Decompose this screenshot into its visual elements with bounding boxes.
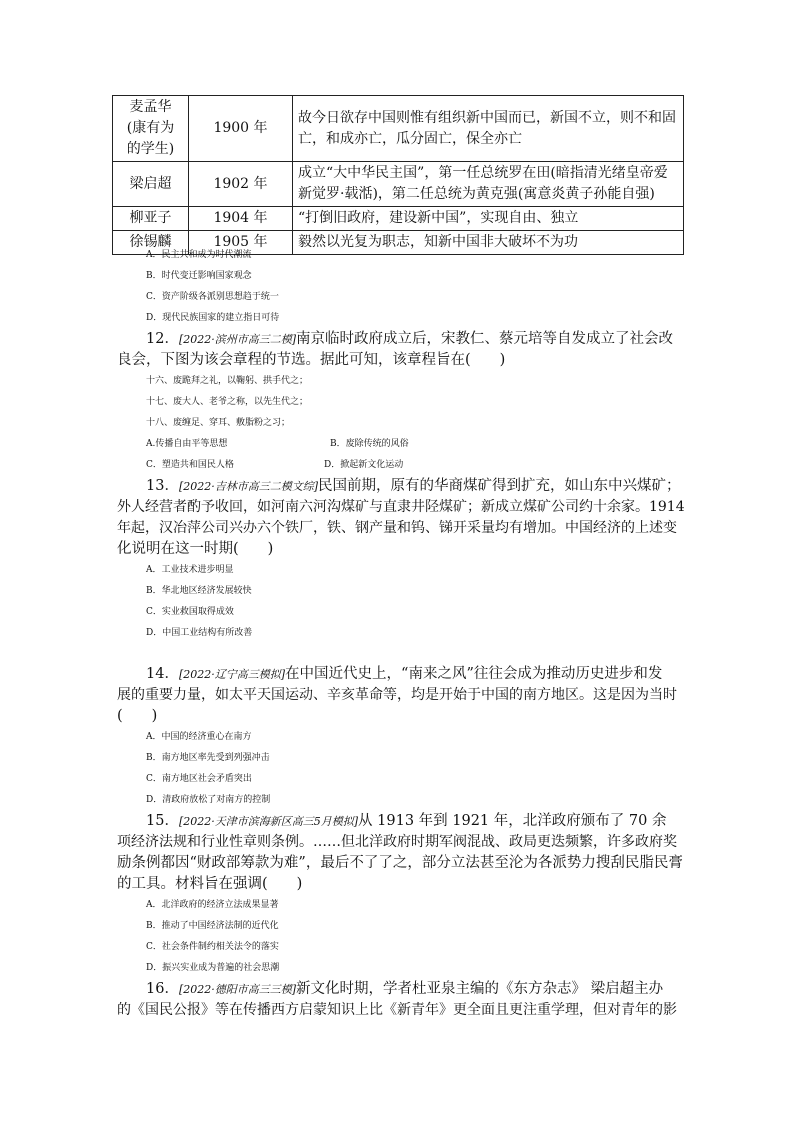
q15-stem-cont: 项经济法规和行业性章则条例。……但北洋政府时期军阀混战、政局更迭频繁，许多政府奖 (117, 834, 677, 850)
q14-stem-cont: ( ) (117, 708, 158, 724)
q12-option-c: C．塑造共和国民人格 (146, 460, 234, 470)
q13-stem (146, 476, 686, 497)
q12-option-b: B．废除传统的风俗 (330, 439, 409, 449)
q13-stem-cont: 外人经营者酌予收回，如河南六河沟煤矿与直隶井陉煤矿；新成立煤矿公司约十余家。1914 (117, 499, 685, 515)
q12-option-a: A.传播自由平等思想 (146, 439, 228, 449)
question-text: 从 1913 年到 1921 年，北洋政府颁布了 70 余 (358, 813, 667, 829)
q15-option-b: B．推动了中国经济法制的近代化 (146, 921, 279, 931)
q15-stem (146, 811, 686, 832)
question-source: [2022·吉林市高三二模文综] (178, 480, 319, 493)
q12-stem (146, 329, 686, 350)
q13-option-a: A．工业技术进步明显 (146, 565, 234, 575)
quote-cell: 故今日欲存中国则惟有组织新中国而已，新国不立，则不和固亡，和成亦亡，瓜分固亡，保全亦亡 (293, 96, 684, 162)
person-cell: 麦孟华 (康有为 的学生) (113, 96, 189, 162)
q14-option-b: B．南方地区率先受到列强冲击 (146, 753, 270, 763)
q15-stem-cont: 的工具。材料旨在强调( ) (117, 876, 303, 892)
question-number: 15． (146, 813, 179, 829)
question-source: [2022·辽宁高三模拟] (178, 668, 286, 681)
question-number: 13． (146, 478, 179, 494)
year-cell: 1904 年 (189, 207, 293, 231)
q14-stem (146, 664, 686, 685)
q15-option-d: D．振兴实业成为普遍的社会思潮 (146, 963, 280, 973)
question-text: 南京临时政府成立后，宋教仁、蔡元培等自发成立了社会改 (296, 331, 674, 347)
q13-stem-cont: 化说明在这一时期( ) (117, 541, 274, 557)
question-text: 在中国近代史上，“南来之风”往往会成为推动历史进步和发 (285, 666, 663, 682)
q13-option-b: B．华北地区经济发展较快 (146, 586, 252, 596)
quote-cell: 成立“大中华民主国”，第一任总统罗在田(暗指清光绪皇帝爱新觉罗·载湉)，第二任总统为黄克强(寓意炎黄子孙能自强) (293, 162, 684, 207)
q15-option-a: A．北洋政府的经济立法成果显著 (146, 900, 279, 910)
year-cell: 1902 年 (189, 162, 293, 207)
q11-option-a: A．民主共和成为时代潮流 (146, 250, 252, 260)
q14-stem-cont: 展的重要力量，如太平天国运动、辛亥革命等，均是开始于中国的南方地区。这是因为当时 (117, 687, 677, 703)
year-cell: 1905 年 (189, 231, 293, 255)
q12-stem-cont: 良会，下图为该会章程的节选。据此可知，该章程旨在( ) (117, 352, 506, 368)
q14-option-d: D．清政府放松了对南方的控制 (146, 795, 271, 805)
q14-option-a: A．中国的经济重心在南方 (146, 732, 252, 742)
table-row (113, 207, 684, 231)
quote-cell: “打倒旧政府，建设新中国”，实现自由、独立 (293, 207, 684, 231)
q11-option-b: B．时代变迁影响国家观念 (146, 271, 252, 281)
q15-option-c: C．社会条件制约相关法令的落实 (146, 942, 279, 952)
table-row (113, 162, 684, 207)
q14-option-c: C．南方地区社会矛盾突出 (146, 774, 252, 784)
person-cell: 柳亚子 (113, 207, 189, 231)
year-cell: 1900 年 (189, 96, 293, 162)
quotes-table (112, 95, 684, 255)
q12-item: 十八、废缠足、穿耳、敷脂粉之习； (146, 418, 291, 428)
question-text: 民国前期，原有的华商煤矿得到扩充，如山东中兴煤矿； (318, 478, 681, 494)
q12-item: 十七、废大人、老爷之称，以先生代之； (146, 397, 309, 407)
q13-option-d: D．中国工业结构有所改善 (146, 628, 253, 638)
q12-option-d: D．掀起新文化运动 (324, 460, 404, 470)
q13-stem-cont: 年起，汉冶萍公司兴办六个铁厂，铁、钢产量和钨、锑开采量均有增加。中国经济的上述变 (117, 520, 677, 536)
question-source: [2022·天津市滨海新区高三5月模拟] (178, 815, 359, 828)
q16-stem-cont: 的《国民公报》等在传播西方启蒙知识上比《新青年》更全面且更注重学理，但对青年的影 (117, 1002, 677, 1018)
person-cell: 徐锡麟 (113, 231, 189, 255)
question-text: 新文化时期，学者杜亚泉主编的《东方杂志》 梁启超主办 (296, 981, 664, 997)
table-row (113, 96, 684, 162)
question-number: 16． (146, 981, 179, 997)
question-source: [2022·德阳市高三三模] (178, 983, 297, 996)
q12-item: 十六、废跪拜之礼，以鞠躬、拱手代之； (146, 376, 309, 386)
person-cell: 梁启超 (113, 162, 189, 207)
question-source: [2022·滨州市高三二模] (178, 333, 297, 346)
q16-stem (146, 979, 686, 1000)
question-number: 12． (146, 331, 179, 347)
q11-option-d: D．现代民族国家的建立指日可待 (146, 313, 280, 323)
question-number: 14． (146, 666, 179, 682)
q15-stem-cont: 励条例都因“财政部筹款为难”，最后不了了之，部分立法甚至沦为各派势力搜刮民脂民膏 (117, 855, 683, 871)
q11-option-c: C．资产阶级各派别思想趋于统一 (146, 292, 279, 302)
q13-option-c: C．实业救国取得成效 (146, 607, 234, 617)
quote-cell: 毅然以光复为职志，知新中国非大破坏不为功 (293, 231, 684, 255)
